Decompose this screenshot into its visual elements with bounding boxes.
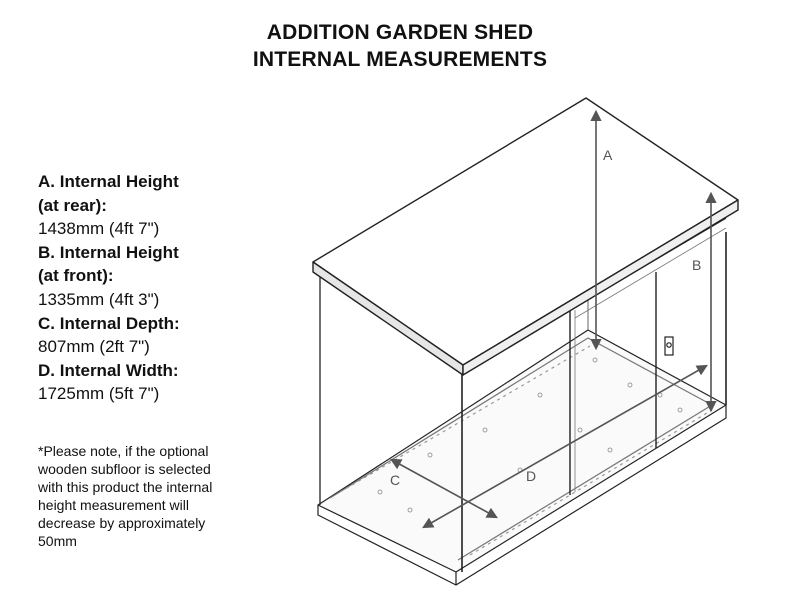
dimension-a-label: A xyxy=(603,147,613,163)
spec-a-label: A. Internal Height xyxy=(38,172,179,191)
dimension-d-label: D xyxy=(526,468,537,484)
dimension-c-label: C xyxy=(390,472,401,488)
spec-c-label: C. Internal Depth: xyxy=(38,313,180,333)
spec-b-value: 1335mm (4ft 3") xyxy=(38,289,160,309)
spec-a-value: 1438mm (4ft 7") xyxy=(38,219,160,239)
dimension-b-label: B xyxy=(692,257,702,273)
spec-d-value: 1725mm (5ft 7") xyxy=(38,384,160,404)
note-line: wooden subfloor is selected xyxy=(38,461,211,477)
note-line: *Please note, if the optional xyxy=(38,443,209,459)
note-line: decrease by approximately xyxy=(38,515,206,531)
shed-floor xyxy=(318,330,726,585)
door-handle-icon xyxy=(665,337,673,355)
note-line: with this product the internal xyxy=(38,479,213,495)
page-title-line1: ADDITION GARDEN SHED xyxy=(266,21,534,44)
spec-a-sublabel: (at rear): xyxy=(38,195,107,215)
note-line: 50mm xyxy=(38,533,77,549)
spec-c-value: 807mm (2ft 7") xyxy=(38,337,150,357)
spec-d-label: D. Internal Width: xyxy=(38,360,179,380)
shed-roof xyxy=(313,98,738,375)
spec-b-label: B. Internal Height xyxy=(38,242,179,262)
page-title-line2: INTERNAL MEASUREMENTS xyxy=(252,48,548,71)
note-line: height measurement will xyxy=(38,497,189,513)
spec-b-sublabel: (at front): xyxy=(38,266,114,286)
